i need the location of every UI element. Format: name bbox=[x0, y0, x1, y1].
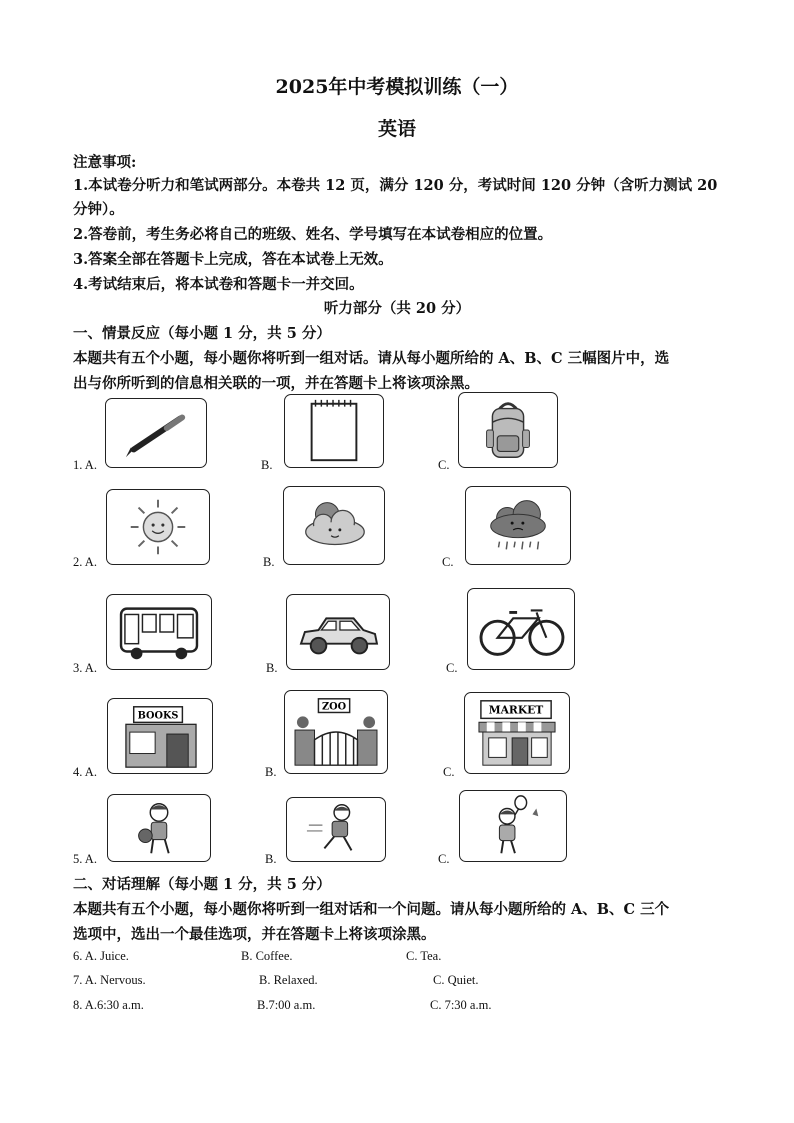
bookstore-sign: BOOKS bbox=[137, 710, 179, 722]
notice-item-3: 3.答案全部在答题卡上完成，答在本试卷上无效。 bbox=[73, 251, 393, 268]
notebook-picture[interactable] bbox=[284, 394, 384, 468]
q3-option-c-label: C. bbox=[446, 661, 458, 675]
notice-heading: 注意事项: bbox=[73, 154, 137, 171]
q7-option-b[interactable]: B. Relaxed. bbox=[259, 973, 318, 987]
q4-option-a-label: 4. A. bbox=[73, 765, 97, 779]
market-picture[interactable] bbox=[464, 692, 570, 774]
pen-picture[interactable] bbox=[105, 398, 207, 468]
q2-option-c-label: C. bbox=[442, 555, 454, 569]
part2-instruction-cont: 选项中，选出一个最佳选项，并在答题卡上将该项涂黑。 bbox=[73, 926, 436, 943]
q5-option-c-label: C. bbox=[438, 852, 450, 866]
q3-option-b-label: B. bbox=[266, 661, 278, 675]
q5-option-b-label: B. bbox=[265, 852, 277, 866]
q7-option-a[interactable]: 7. A. Nervous. bbox=[73, 973, 146, 987]
listening-heading: 听力部分（共 20 分） bbox=[323, 300, 471, 317]
q6-option-a[interactable]: 6. A. Juice. bbox=[73, 949, 129, 963]
rain-cloud-picture[interactable] bbox=[465, 486, 571, 565]
part2-instruction: 本题共有五个小题，每小题你将听到一组对话和一个问题。请从每小题所给的 A、B、C 三个 bbox=[73, 901, 670, 918]
q1-option-c-label: C. bbox=[438, 458, 450, 472]
zoo-sign: ZOO bbox=[321, 701, 347, 713]
car-picture[interactable] bbox=[286, 594, 390, 670]
bicycle-picture[interactable] bbox=[467, 588, 575, 670]
part1-title: 一、情景反应（每小题 1 分，共 5 分） bbox=[73, 325, 331, 342]
notice-item-1: 1.本试卷分听力和笔试两部分。本卷共 12 页，满分 120 分，考试时间 120 分钟（含听力测试 20 bbox=[73, 177, 718, 194]
q2-option-a-label: 2. A. bbox=[73, 555, 97, 569]
q8-option-c[interactable]: C. 7:30 a.m. bbox=[430, 998, 492, 1012]
exam-title: 2025年中考模拟训练（一） bbox=[275, 76, 519, 98]
part1-instruction: 本题共有五个小题，每小题你将听到一组对话。请从每小题所给的 A、B、C 三幅图片中，选 bbox=[73, 350, 670, 367]
cloud-picture[interactable] bbox=[283, 486, 385, 565]
q6-option-c[interactable]: C. Tea. bbox=[406, 949, 442, 963]
q4-option-b-label: B. bbox=[265, 765, 277, 779]
part1-instruction-cont: 出与你所听到的信息相关联的一项，并在答题卡上将该项涂黑。 bbox=[73, 375, 479, 392]
boy-badminton-picture[interactable] bbox=[459, 790, 567, 862]
bookstore-picture[interactable] bbox=[107, 698, 213, 774]
q3-option-a-label: 3. A. bbox=[73, 661, 97, 675]
backpack-picture[interactable] bbox=[458, 392, 558, 468]
notice-item-2: 2.答卷前，考生务必将自己的班级、姓名、学号填写在本试卷相应的位置。 bbox=[73, 226, 553, 243]
q1-option-a-label: 1. A. bbox=[73, 458, 97, 472]
market-sign: MARKET bbox=[488, 703, 544, 717]
part2-title: 二、对话理解（每小题 1 分，共 5 分） bbox=[73, 876, 331, 893]
sun-picture[interactable] bbox=[106, 489, 210, 565]
q7-option-c[interactable]: C. Quiet. bbox=[433, 973, 479, 987]
q5-option-a-label: 5. A. bbox=[73, 852, 97, 866]
notice-item-4: 4.考试结束后，将本试卷和答题卡一并交回。 bbox=[73, 276, 364, 293]
q8-option-b[interactable]: B.7:00 a.m. bbox=[257, 998, 316, 1012]
bus-picture[interactable] bbox=[106, 594, 212, 670]
q4-option-c-label: C. bbox=[443, 765, 455, 779]
notice-item-1-cont: 分钟）。 bbox=[73, 201, 124, 218]
zoo-picture[interactable] bbox=[284, 690, 388, 774]
boy-basketball-picture[interactable] bbox=[107, 794, 211, 862]
q8-option-a[interactable]: 8. A.6:30 a.m. bbox=[73, 998, 144, 1012]
boy-running-picture[interactable] bbox=[286, 797, 386, 862]
q1-option-b-label: B. bbox=[261, 458, 273, 472]
q2-option-b-label: B. bbox=[263, 555, 275, 569]
q6-option-b[interactable]: B. Coffee. bbox=[241, 949, 293, 963]
subject-title: 英语 bbox=[377, 118, 416, 140]
